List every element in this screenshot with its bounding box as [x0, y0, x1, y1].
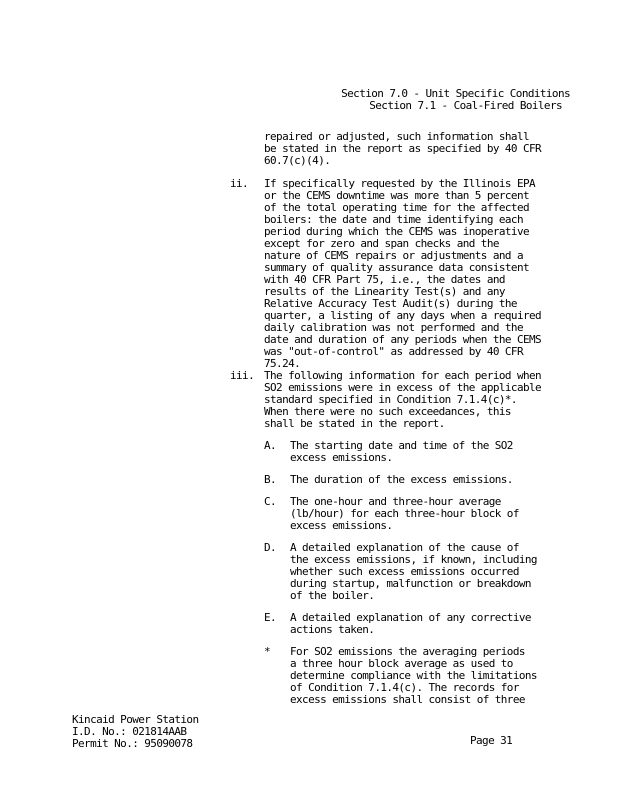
- sub-item-label: E.: [264, 611, 277, 624]
- sub-item-line: whether such excess emissions occurred: [290, 565, 519, 578]
- paragraph-line: summary of quality assurance data consistent: [264, 261, 529, 274]
- paragraph-line: of the total operating time for the affected: [264, 201, 529, 214]
- paragraph-line: SO2 emissions were in excess of the applicable: [264, 381, 542, 394]
- subsection-heading: Section 7.1 - Coal-Fired Boilers: [369, 99, 562, 112]
- sub-item-label: B.: [264, 473, 277, 486]
- sub-item-line: a three hour block average as used to: [290, 657, 513, 670]
- sub-item-label: C.: [264, 495, 277, 508]
- paragraph-line: period during which the CEMS was inoperative: [264, 225, 529, 238]
- sub-item-line: The one-hour and three-hour average: [290, 495, 501, 508]
- paragraph-line: boilers: the date and time identifying each: [264, 213, 523, 226]
- paragraph-line: If specifically requested by the Illinois EPA: [264, 177, 536, 190]
- sub-item-line: excess emissions.: [290, 519, 393, 532]
- paragraph-line: shall be stated in the report.: [264, 417, 445, 430]
- paragraph-line: standard specified in Condition 7.1.4(c)*.: [264, 393, 517, 406]
- sub-item-label: A.: [264, 439, 277, 452]
- sub-item-line: during startup, malfunction or breakdown: [290, 577, 531, 590]
- paragraph-line: be stated in the report as specified by 40 CFR: [264, 142, 542, 155]
- item-label: ii.: [230, 177, 249, 190]
- sub-item-line: of Condition 7.1.4(c). The records for: [290, 681, 519, 694]
- paragraph-line: results of the Linearity Test(s) and any: [264, 285, 505, 298]
- page-number: Page 31: [470, 734, 513, 747]
- paragraph-line: Relative Accuracy Test Audit(s) during the: [264, 297, 517, 310]
- paragraph-line: When there were no such exceedances, this: [264, 405, 511, 418]
- sub-item-label: D.: [264, 541, 277, 554]
- item-label: iii.: [230, 369, 255, 382]
- sub-item-label: *: [264, 645, 271, 658]
- sub-item-line: actions taken.: [290, 623, 375, 636]
- paragraph-line: daily calibration was not performed and the: [264, 321, 523, 334]
- permit-number: Permit No.: 95090078: [72, 737, 193, 750]
- sub-item-line: The starting date and time of the SO2: [290, 439, 513, 452]
- sub-item-line: The duration of the excess emissions.: [290, 473, 513, 486]
- sub-item-line: For SO2 emissions the averaging periods: [290, 645, 525, 658]
- paragraph-line: except for zero and span checks and the: [264, 237, 499, 250]
- sub-item-line: A detailed explanation of any corrective: [290, 611, 531, 624]
- paragraph-line: date and duration of any periods when the CEMS: [264, 333, 542, 346]
- sub-item-line: determine compliance with the limitations: [290, 669, 537, 682]
- sub-item-line: of the boiler.: [290, 589, 375, 602]
- sub-item-line: excess emissions.: [290, 451, 393, 464]
- paragraph-line: nature of CEMS repairs or adjustments and a: [264, 249, 523, 262]
- paragraph-line: with 40 CFR Part 75, i.e., the dates and: [264, 273, 505, 286]
- paragraph-line: The following information for each period when: [264, 369, 542, 382]
- sub-item-line: the excess emissions, if known, including: [290, 553, 537, 566]
- paragraph-line: 60.7(c)(4).: [264, 154, 331, 167]
- sub-item-line: excess emissions shall consist of three: [290, 693, 525, 706]
- facility-name: Kincaid Power Station: [72, 713, 199, 726]
- sub-item-line: A detailed explanation of the cause of: [290, 541, 519, 554]
- paragraph-line: repaired or adjusted, such information shall: [264, 130, 529, 143]
- paragraph-line: 75.24.: [264, 357, 301, 370]
- paragraph-line: was "out-of-control" as addressed by 40 CFR: [264, 345, 523, 358]
- section-heading: Section 7.0 - Unit Specific Conditions: [341, 87, 570, 100]
- paragraph-line: or the CEMS downtime was more than 5 percent: [264, 189, 529, 202]
- facility-id: I.D. No.: 021814AAB: [72, 725, 187, 738]
- sub-item-line: (lb/hour) for each three-hour block of: [290, 507, 519, 520]
- paragraph-line: quarter, a listing of any days when a required: [264, 309, 542, 322]
